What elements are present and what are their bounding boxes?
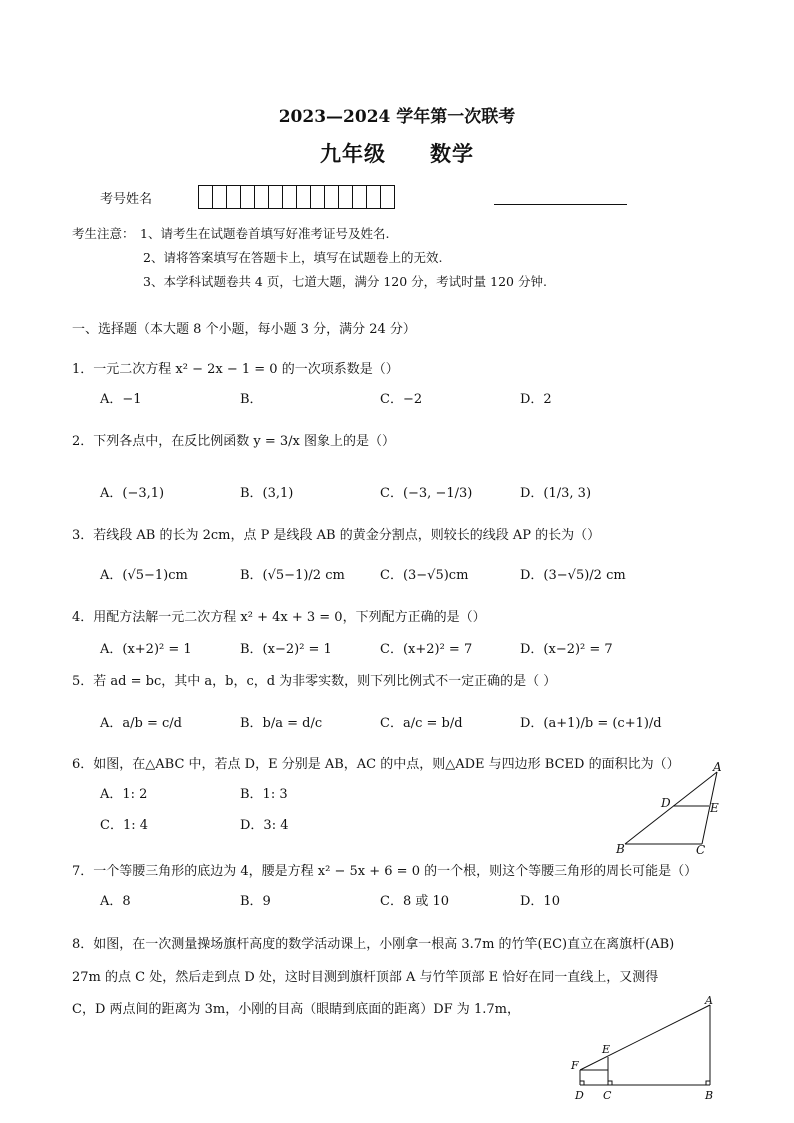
option-c[interactable]: C．8 或 10 bbox=[380, 894, 450, 909]
question-stem: 8．如图，在一次测量操场旗杆高度的数学活动课上，小刚拿一根高 3.7m 的竹竿(EC)直立在离旗杆(AB) bbox=[72, 937, 675, 952]
name-blank-line[interactable] bbox=[494, 204, 627, 205]
triangle-figure bbox=[610, 762, 725, 857]
label-e: E bbox=[710, 801, 719, 815]
option-b[interactable]: B．(x−2)² = 1 bbox=[240, 642, 332, 657]
exam-title: 2023—2024 学年第一次联考 bbox=[278, 107, 516, 127]
option-b[interactable]: B．9 bbox=[240, 894, 271, 909]
label-c: C bbox=[603, 1089, 612, 1102]
option-b[interactable]: B． bbox=[240, 392, 263, 407]
option-d[interactable]: D．(a+1)/b = (c+1)/d bbox=[520, 716, 662, 731]
option-a[interactable]: A．(x+2)² = 1 bbox=[100, 642, 192, 657]
label-a: A bbox=[713, 762, 722, 774]
option-d[interactable]: D．2 bbox=[520, 392, 552, 407]
option-a[interactable]: A．1: 2 bbox=[100, 787, 148, 802]
option-a[interactable]: A．a/b = c/d bbox=[100, 716, 182, 731]
option-a[interactable]: A．(−3,1) bbox=[100, 486, 165, 501]
question-stem: 4．用配方法解一元二次方程 x² + 4x + 3 = 0，下列配方正确的是（） bbox=[72, 610, 486, 625]
note-item: 2、请将答案填写在答题卡上，填写在试题卷上的无效. bbox=[143, 250, 443, 265]
option-d[interactable]: D．(3−√5)/2 cm bbox=[520, 568, 626, 583]
question-stem: 2．下列各点中，在反比例函数 y = 3/x 图象上的是（） bbox=[72, 434, 396, 449]
label-a: A bbox=[705, 995, 713, 1007]
label-d: D bbox=[575, 1089, 584, 1102]
option-d[interactable]: D．(1/3, 3) bbox=[520, 486, 592, 501]
option-b[interactable]: B．(√5−1)/2 cm bbox=[240, 568, 345, 583]
candidate-number-boxes[interactable] bbox=[198, 185, 395, 209]
option-c[interactable]: C．1: 4 bbox=[100, 818, 149, 833]
question-stem-line: 27m 的点 C 处，然后走到点 D 处，这时目测到旗杆顶部 A 与竹竿顶部 E 恰好在同一直线上，又测得 bbox=[72, 970, 659, 985]
option-d[interactable]: D．3: 4 bbox=[240, 818, 289, 833]
exam-subtitle: 九年级 数学 bbox=[320, 141, 474, 166]
question-stem-line: C，D 两点间的距离为 3m，小刚的目高（眼睛到底面的距离）DF 为 1.7m， bbox=[72, 1002, 520, 1017]
option-c[interactable]: C．(−3, −1/3) bbox=[380, 486, 473, 501]
option-d[interactable]: D．10 bbox=[520, 894, 560, 909]
option-a[interactable]: A．−1 bbox=[100, 392, 142, 407]
option-a[interactable]: A．8 bbox=[100, 894, 131, 909]
flagpole-figure bbox=[566, 995, 726, 1105]
option-c[interactable]: C．−2 bbox=[380, 392, 423, 407]
label-e: E bbox=[602, 1043, 611, 1056]
question-stem: 6．如图，在△ABC 中，若点 D，E 分别是 AB，AC 的中点，则△ADE 与四边形 BCED 的面积比为（） bbox=[72, 757, 680, 772]
option-c[interactable]: C．(x+2)² = 7 bbox=[380, 642, 473, 657]
option-c[interactable]: C．a/c = b/d bbox=[380, 716, 463, 731]
exam-name-label: 考号姓名 bbox=[100, 192, 153, 207]
option-a[interactable]: A．(√5−1)cm bbox=[100, 568, 188, 583]
section-title: 一、选择题（本大题 8 个小题，每小题 3 分，满分 24 分） bbox=[72, 322, 416, 337]
question-stem: 1．一元二次方程 x² − 2x − 1 = 0 的一次项系数是（） bbox=[72, 362, 399, 377]
option-c[interactable]: C．(3−√5)cm bbox=[380, 568, 469, 583]
note-item: 3、本学科试题卷共 4 页，七道大题，满分 120 分，考试时量 120 分钟. bbox=[143, 274, 547, 289]
label-b: B bbox=[705, 1089, 714, 1102]
question-stem: 5．若 ad = bc，其中 a，b，c，d 为非零实数，则下列比例式不一定正确的是（ ） bbox=[72, 674, 557, 689]
question-stem: 3．若线段 AB 的长为 2cm，点 P 是线段 AB 的黄金分割点，则较长的线段 AP 的长为（） bbox=[72, 528, 601, 543]
option-b[interactable]: B．1: 3 bbox=[240, 787, 288, 802]
option-b[interactable]: B．(3,1) bbox=[240, 486, 294, 501]
option-d[interactable]: D．(x−2)² = 7 bbox=[520, 642, 613, 657]
note-item: 1、请考生在试题卷首填写好准考证号及姓名. bbox=[140, 226, 390, 241]
label-f: F bbox=[571, 1059, 579, 1072]
label-c: C bbox=[696, 843, 706, 857]
label-b: B bbox=[616, 842, 625, 856]
question-stem: 7．一个等腰三角形的底边为 4，腰是方程 x² − 5x + 6 = 0 的一个根，则这个等腰三角形的周长可能是（） bbox=[72, 864, 698, 879]
option-b[interactable]: B．b/a = d/c bbox=[240, 716, 323, 731]
label-d: D bbox=[661, 796, 671, 810]
notes-label: 考生注意： bbox=[72, 226, 135, 241]
